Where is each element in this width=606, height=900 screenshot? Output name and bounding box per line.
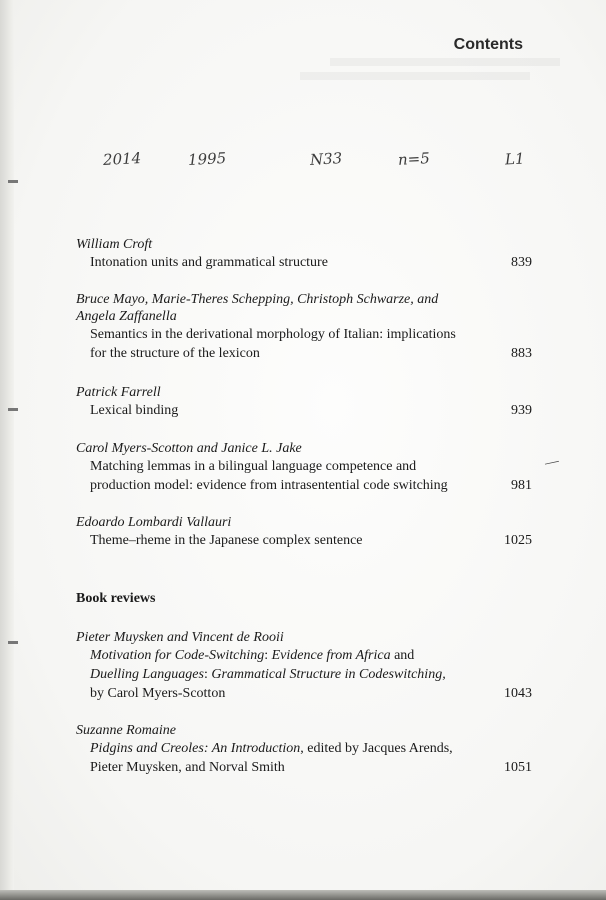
entry-title: Intonation units and grammatical structure: [90, 255, 328, 270]
staple-mark: [8, 180, 18, 183]
review-byline: by Carol Myers-Scotton: [90, 686, 226, 701]
entry-author: Bruce Mayo, Marie-Theres Schepping, Christoph Schwarze, and: [76, 292, 439, 307]
entry-title-row: [76, 401, 532, 420]
entry-title-row: [76, 253, 532, 272]
book-subtitle: Evidence from Africa: [271, 648, 391, 663]
entry-title-row: [76, 325, 532, 344]
bleed-through: [300, 72, 530, 80]
entry-title: production model: evidence from intrasentential code switching: [90, 478, 448, 493]
book-subtitle: Grammatical Structure in Codeswitching,: [211, 667, 446, 682]
entry-title: Semantics in the derivational morphology of Italian: implications: [90, 327, 456, 342]
book-title: Motivation for Code-Switching: [90, 648, 265, 663]
entry-author: William Croft: [76, 237, 153, 252]
handwritten-note: 1995: [187, 149, 227, 169]
review-entry: [76, 722, 532, 777]
toc-entry: [76, 236, 532, 272]
handwritten-note: n=5: [397, 149, 431, 169]
handwritten-note: 2014: [102, 149, 142, 169]
entry-title-row: [76, 457, 532, 476]
entry-title: for the structure of the lexicon: [90, 346, 260, 361]
review-title: Pidgins and Creoles: An Introduction, edited by Jacques Arends,: [90, 741, 453, 756]
page-bottom-edge: [0, 890, 606, 900]
binding-edge: [0, 0, 14, 900]
entry-title-row: [76, 344, 532, 363]
review-title-row: [76, 739, 532, 758]
staple-mark: [8, 641, 18, 644]
handwritten-note: L1: [504, 149, 525, 169]
review-author: Pieter Muysken and Vincent de Rooii: [76, 630, 284, 645]
entry-author: Patrick Farrell: [76, 385, 161, 400]
toc-entry: [76, 514, 532, 550]
handwritten-note: N33: [309, 149, 343, 169]
review-editors: Pieter Muysken, and Norval Smith: [90, 760, 285, 775]
toc-entry: [76, 291, 532, 363]
page-title: Contents: [453, 36, 523, 53]
entry-page-number: 981: [511, 478, 532, 493]
entry-author: Edoardo Lombardi Vallauri: [76, 515, 232, 530]
entry-title: Matching lemmas in a bilingual language competence and: [90, 459, 417, 474]
entry-page-number: 883: [511, 346, 532, 361]
review-title-row: [76, 758, 532, 777]
review-title: Motivation for Code-Switching: Evidence from Africa and: [90, 648, 415, 663]
entry-title: Lexical binding: [90, 403, 179, 418]
entry-page-number: 1025: [504, 533, 532, 548]
bleed-through: [330, 58, 560, 66]
review-title-row: [76, 665, 532, 684]
section-heading-book-reviews: Book reviews: [76, 591, 156, 606]
entry-title: Theme–rheme in the Japanese complex sentence: [90, 533, 363, 548]
conjunction: and: [394, 648, 415, 663]
entry-author: Carol Myers-Scotton and Janice L. Jake: [76, 441, 302, 456]
staple-mark: [8, 408, 18, 411]
review-author: Suzanne Romaine: [76, 723, 176, 738]
review-page-number: 1043: [504, 686, 532, 701]
entry-page-number: 839: [511, 255, 532, 270]
review-entry: [76, 629, 532, 703]
entry-page-number: 939: [511, 403, 532, 418]
entry-title-row: [76, 476, 532, 495]
review-title-row: [76, 684, 532, 703]
entry-author: Angela Zaffanella: [76, 309, 177, 324]
book-title: Duelling Languages: [90, 667, 204, 682]
review-title: Duelling Languages: Grammatical Structure in Codeswitching,: [90, 667, 446, 682]
toc-entry: [76, 440, 532, 495]
pen-mark: —: [543, 453, 561, 472]
entry-title-row: [76, 531, 532, 550]
review-title-row: [76, 646, 532, 665]
book-title: Pidgins and Creoles: [90, 741, 204, 756]
review-page-number: 1051: [504, 760, 532, 775]
book-subtitle: An Introduction: [211, 741, 301, 756]
edited-by: , edited by Jacques Arends,: [300, 741, 453, 756]
toc-entry: [76, 384, 532, 420]
